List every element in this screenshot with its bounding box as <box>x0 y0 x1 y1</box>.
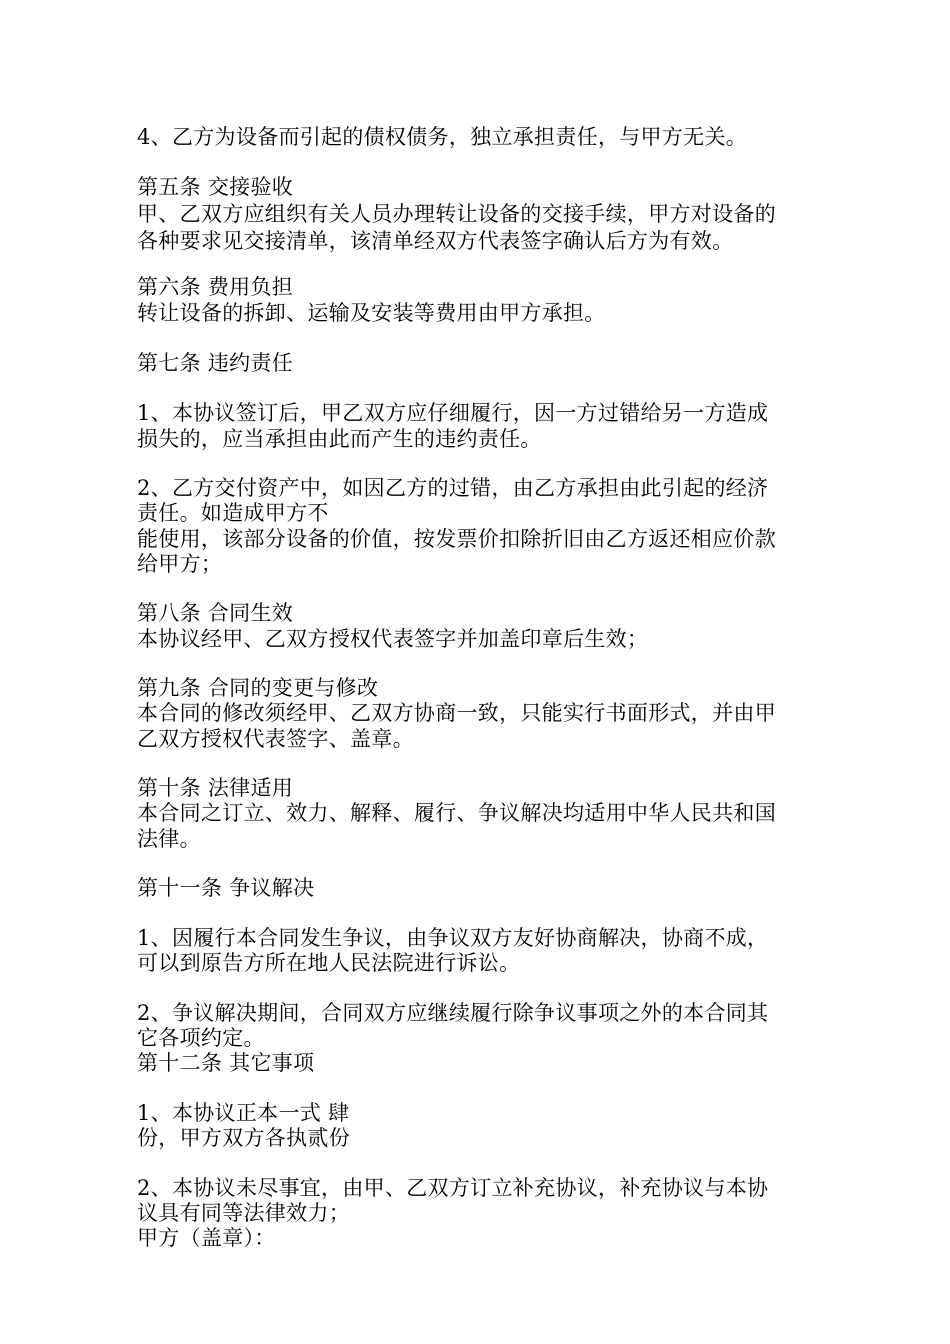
section-heading: 第五条 交接验收 <box>137 175 294 199</box>
text-line: 议具有同等法律效力； <box>137 1201 350 1225</box>
text-line: 本合同的修改须经甲、乙双方协商一致，只能实行书面形式，并由甲 <box>137 701 776 725</box>
text-line: 它各项约定。 <box>137 1026 265 1050</box>
text-line: 损失的，应当承担由此而产生的违约责任。 <box>137 427 542 451</box>
text-line: 可以到原告方所在地人民法院进行诉讼。 <box>137 951 521 975</box>
section-heading: 第八条 合同生效 <box>137 601 294 625</box>
text-line: 本合同之订立、效力、解释、履行、争议解决均适用中华人民共和国 <box>137 801 776 825</box>
text-line: 各种要求见交接清单，该清单经双方代表签字确认后方为有效。 <box>137 229 734 253</box>
section-heading: 第六条 费用负担 <box>137 275 294 299</box>
text-line: 2、乙方交付资产中，如因乙方的过错，由乙方承担由此引起的经济 <box>137 476 769 500</box>
section-heading: 第十一条 争议解决 <box>137 876 315 900</box>
text-line: 甲、乙双方应组织有关人员办理转让设备的交接手续，甲方对设备的 <box>137 202 776 226</box>
text-line: 能使用，该部分设备的价值，按发票价扣除折旧由乙方返还相应价款 <box>137 527 776 551</box>
text-line: 责任。如造成甲方不 <box>137 501 329 525</box>
text-line: 本协议经甲、乙双方授权代表签字并加盖印章后生效； <box>137 627 649 651</box>
text-line: 份，甲方双方各执贰份 <box>137 1126 350 1150</box>
text-line: 1、本协议正本一式 肆 <box>137 1101 350 1125</box>
text-line: 乙双方授权代表签字、盖章。 <box>137 727 414 751</box>
text-line: 2、争议解决期间，合同双方应继续履行除争议事项之外的本合同其 <box>137 1001 769 1025</box>
text-line: 1、本协议签订后，甲乙双方应仔细履行，因一方过错给另一方造成 <box>137 401 769 425</box>
text-line: 转让设备的拆卸、运输及安装等费用由甲方承担。 <box>137 301 606 325</box>
section-heading: 第九条 合同的变更与修改 <box>137 676 379 700</box>
text-line: 4、乙方为设备而引起的债权债务，独立承担责任，与甲方无关。 <box>137 125 748 149</box>
text-line: 1、因履行本合同发生争议，由争议双方友好协商解决，协商不成， <box>137 926 769 950</box>
text-line: 给甲方； <box>137 552 223 576</box>
text-line: 2、本协议未尽事宜，由甲、乙双方订立补充协议，补充协议与本协 <box>137 1176 769 1200</box>
section-heading: 第十二条 其它事项 <box>137 1051 315 1075</box>
section-heading: 第十条 法律适用 <box>137 776 294 800</box>
signature-label: 甲方（盖章）： <box>137 1226 276 1250</box>
text-line: 法律。 <box>137 827 201 851</box>
section-heading: 第七条 违约责任 <box>137 351 294 375</box>
